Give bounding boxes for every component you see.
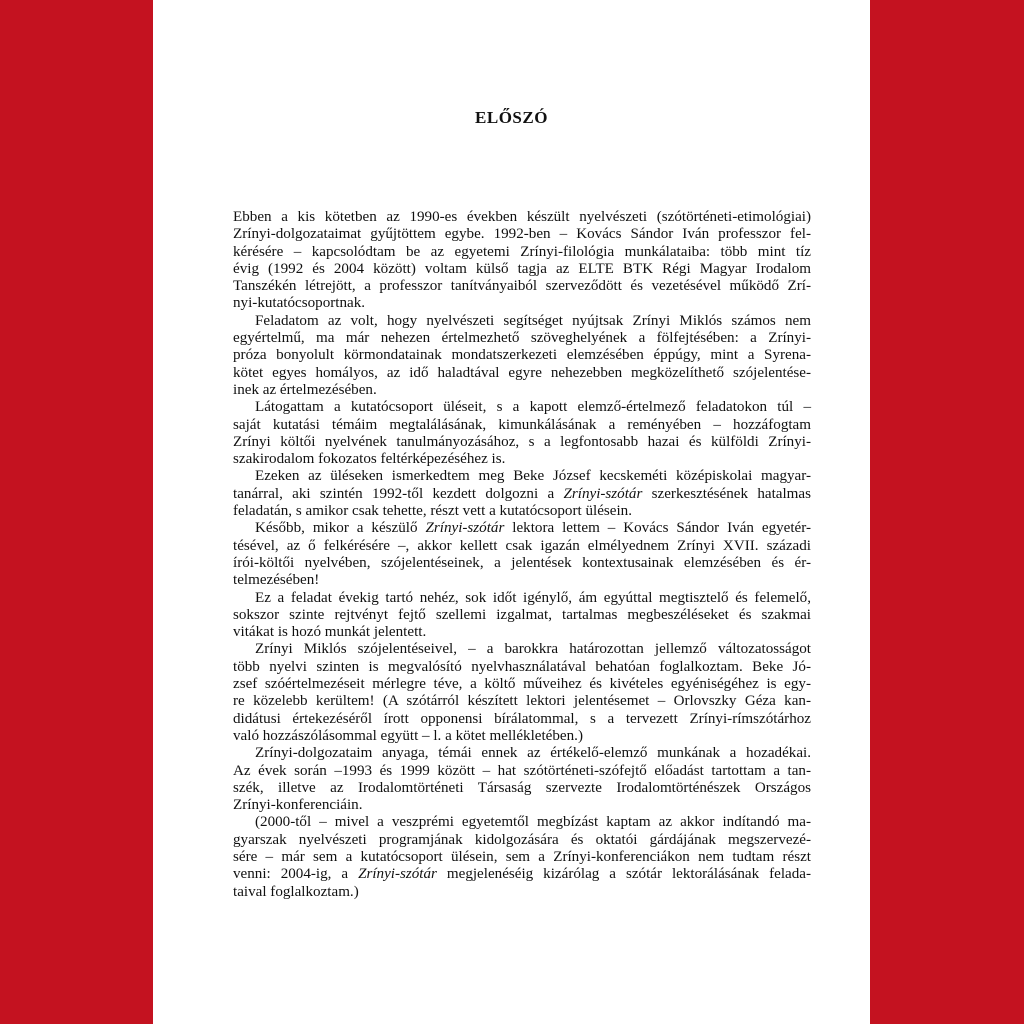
text-fragment: megjelenéséig kizárólag a szótár lektorálásának felada- <box>436 866 811 883</box>
text-line: Zrínyi-konferenciáin. <box>233 797 363 814</box>
text-line: nyi-kutatócsoportnak. <box>233 295 366 312</box>
text-line: taival foglalkoztam.) <box>233 883 359 900</box>
text-line: re közelebb kerültem! (A szótárról készített lektori jelentésemet – Orlovszky Géza kan- <box>233 693 811 710</box>
text-fragment: szerkesztésének hatalmas <box>642 485 811 502</box>
text-line: szék, illetve az Irodalomtörténeti Társaság szervezte Irodalomtörténészek Országos <box>233 779 811 796</box>
right-red-band <box>871 0 1024 1024</box>
text-line <box>233 520 811 537</box>
text-line: vitákat is hozó munkát jelentett. <box>233 624 427 641</box>
text-line: sére – már sem a kutatócsoport ülésein, sem a Zrínyi-konferenciákon nem tudtam részt <box>233 848 811 865</box>
text-fragment: lektora lettem – Kovács Sándor Iván egyetér- <box>504 520 812 537</box>
text-fragment: tanárral, aki szintén 1992-től kezdett dolgozni a <box>233 485 564 502</box>
text-line: zsef szóértelmezéseit mérlegre téve, a költő műveihez és kivételes egyéniségéhez is egy- <box>233 676 811 693</box>
text-line: Zrínyi-dolgozataim anyaga, témái ennek az értékelő-elemző munkának a hozadékai. <box>255 745 811 762</box>
text-line: több nyelvi szinten is megvalósító nyelvhasználatával behatóan foglalkoztam. Beke Jó- <box>233 658 811 675</box>
text-line: Zrínyi Miklós szójelentéseivel, – a barokkra határozottan jellemző változatosságot <box>255 641 811 658</box>
text-line: Zrínyi-dolgozataimat gyűjtöttem egybe. 1992-ben – Kovács Sándor Iván professzor fel- <box>233 226 811 243</box>
text-line: egyértelmű, ma már nehezen értelmezhető szöveghelyének a fölfejtésében: a Zrínyi- <box>233 330 811 347</box>
text-line: kérésére – kapcsolódtam be az egyetemi Zrínyi-filológia munkálataiba: több mint tíz <box>233 243 811 260</box>
text-line: (2000-től – mivel a veszprémi egyetemtől megbízást kaptam az akkor indítandó ma- <box>255 814 811 831</box>
preface-body <box>233 209 811 901</box>
left-red-band <box>0 0 153 1024</box>
text-line: telmezésében! <box>233 572 320 589</box>
text-line: Ez a feladat évekig tartó nehéz, sok időt igénylő, ám egyúttal megtisztelő és felemelő, <box>255 589 811 606</box>
text-line: Feladatom az volt, hogy nyelvészeti segítséget nyújtsak Zrínyi Miklós számos nem <box>255 312 811 329</box>
text-line: Látogattam a kutatócsoport üléseit, s a kapott elemző-értelmező feladatokon túl – <box>255 399 811 416</box>
italic-title: Zrínyi-szótár <box>358 866 437 883</box>
text-line: inek az értelmezésében. <box>233 381 377 398</box>
text-line: kötet egyes homályos, az idő haladtával egyre nehezebben megközelíthető szójelentése- <box>233 364 811 381</box>
text-line: évig (1992 és 2004 között) voltam külső tagja az ELTE BTK Régi Magyar Irodalom <box>233 260 811 277</box>
text-line: Ezeken az üléseken ismerkedtem meg Beke József kecskeméti középiskolai magyar- <box>255 468 811 485</box>
text-line: írói-költői nyelvében, szójelentéseinek, a jelentések kontextusainak elemzésében és ér- <box>233 554 811 571</box>
text-line <box>233 486 811 503</box>
text-line: való hozzászólásommal együtt – l. a kötet mellékletében.) <box>233 727 583 744</box>
document-page <box>153 0 870 1024</box>
page-title: ELŐSZÓ <box>475 108 548 127</box>
text-line: saját kutatási témáim megtalálásának, kimunkálásának a reményében – hozzáfogtam <box>233 416 811 433</box>
text-line: Ebben a kis kötetben az 1990-es években készült nyelvészeti (szótörténeti-etimológiai) <box>233 209 811 225</box>
text-line <box>233 866 811 883</box>
text-fragment: venni: 2004-ig, a <box>233 866 359 883</box>
text-line: tésével, az ő felkérésére –, akkor kellett csak igazán elmélyednem Zrínyi XVII. századi <box>233 537 811 554</box>
italic-title: Zrínyi-szótár <box>563 485 643 502</box>
text-line: Az évek során –1993 és 1999 között – hat szótörténeti-szófejtő előadást tartottam a tan- <box>233 762 811 779</box>
text-line: Tanszékén létrejött, a professzor tanítványaiból szerveződött és vezetésével működő Zrí- <box>233 278 811 295</box>
text-line: Zrínyi költői nyelvének tanulmányozásához, s a legfontosabb hazai és külföldi Zrínyi- <box>233 433 811 450</box>
text-line: feladatán, s amikor csak tehette, részt vett a kutatócsoport ülésein. <box>233 503 632 520</box>
text-line: próza bonyolult körmondatainak mondatszerkezeti elemzésében éppúgy, mint a Syrena- <box>233 347 811 364</box>
text-line: szakirodalom fokozatos feltérképezéséhez is. <box>233 451 506 468</box>
text-line: gyarszak nyelvészeti programjának kidolgozására és oktatói gárdájának megszervezé- <box>233 831 811 848</box>
text-fragment: Később, mikor a készülő <box>255 520 426 537</box>
text-line: didátusi értekezéséről írott opponensi bírálatommal, s a tervezett Zrínyi-rímszótárhoz <box>233 710 811 727</box>
text-line: sokszor szinte rejtvényt fejtő szellemi izgalmat, tartalmas megbeszéléseket és szakmai <box>233 606 811 623</box>
italic-title: Zrínyi-szótár <box>425 520 505 537</box>
